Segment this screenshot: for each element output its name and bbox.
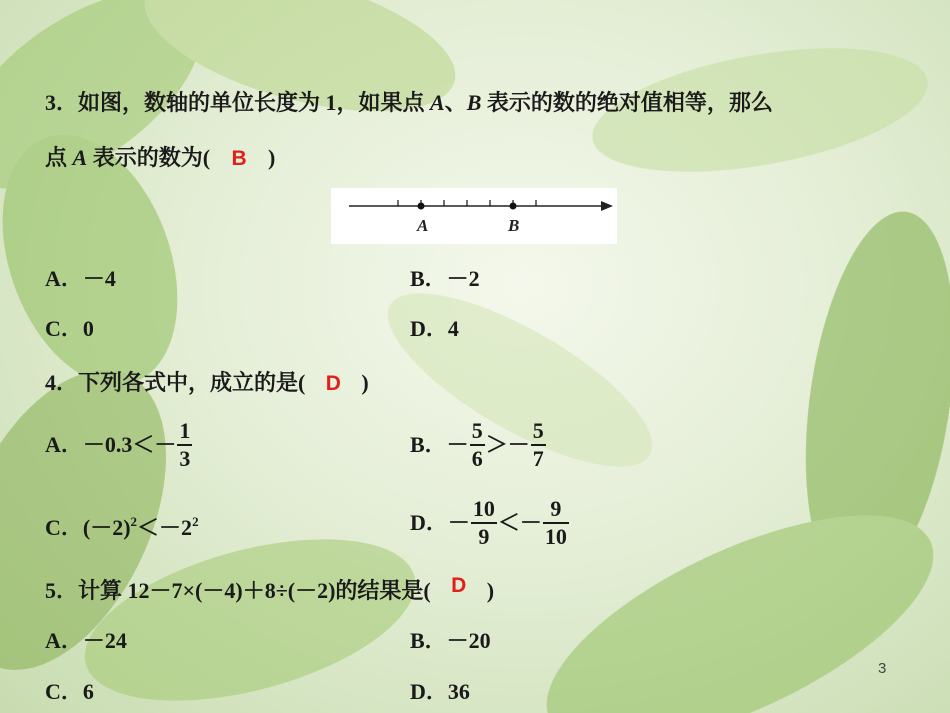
q3-answer: B — [231, 147, 247, 170]
fraction — [471, 498, 497, 548]
fraction — [531, 420, 546, 470]
denominator: 7 — [532, 446, 544, 471]
q3-option-c: C．0 — [45, 316, 94, 341]
denominator: 6 — [471, 446, 483, 471]
comparison-operator: ＜－ — [497, 510, 542, 535]
denominator: 10 — [544, 524, 567, 549]
q4-option-d — [410, 498, 570, 548]
page-number: 3 — [878, 660, 887, 677]
q4-text: 4．下列各式中，成立的是( — [45, 370, 306, 395]
numerator: 1 — [177, 420, 192, 446]
q5-option-c: C．6 — [45, 679, 94, 704]
point-a-label: A — [72, 145, 88, 170]
comparison-operator: ＜－2 — [137, 515, 193, 540]
q5-answer: D — [451, 574, 467, 597]
q4-stem — [45, 372, 369, 394]
q4-option-a-text: A．－0.3＜－ — [45, 432, 177, 457]
point-b-dot — [510, 203, 517, 210]
q4-option-b-text: B．－ — [410, 432, 469, 457]
comparison-operator: ＞－ — [485, 432, 530, 457]
q3-text: 3．如图，数轴的单位长度为 1，如果点 — [45, 90, 431, 115]
fraction — [470, 420, 485, 470]
axis-label-a: A — [417, 216, 429, 235]
denominator: 9 — [478, 524, 490, 549]
q3-close-paren: ) — [268, 145, 276, 170]
q3-option-a: A．－4 — [45, 266, 116, 291]
fraction — [543, 498, 569, 548]
exponent: 2 — [130, 514, 138, 529]
q4-answer: D — [325, 372, 341, 395]
q5-text: 5．计算 12－7×(－4)＋8÷(－2)的结果是( — [45, 578, 431, 603]
q5-close-paren: ) — [486, 578, 495, 603]
q4-option-d-text: D．－ — [410, 510, 470, 535]
exponent: 2 — [192, 514, 199, 529]
arrow-head-icon — [601, 201, 613, 211]
q4-option-a — [45, 420, 193, 470]
q4-option-c — [45, 515, 199, 539]
axis-label-b: B — [508, 216, 520, 235]
numerator: 5 — [470, 420, 485, 446]
numerator: 5 — [531, 420, 546, 446]
q3-option-d: D．4 — [410, 316, 459, 341]
q4-close-paren: ) — [361, 370, 369, 395]
numerator: 10 — [471, 498, 497, 524]
q3-separator: 、 — [444, 90, 467, 115]
q5-option-d: D．36 — [410, 679, 470, 704]
q3-text: 表示的数的绝对值相等，那么 — [481, 90, 773, 115]
q5-option-a: A．－24 — [45, 628, 127, 653]
q3-line2 — [45, 147, 275, 169]
denominator: 3 — [179, 446, 191, 471]
q4-option-b — [410, 420, 547, 470]
q3-option-b: B．－2 — [410, 266, 480, 291]
q3-text: 点 — [45, 145, 73, 170]
q3-text: 表示的数为( — [87, 145, 211, 170]
point-a-dot — [418, 203, 425, 210]
fraction — [177, 420, 192, 470]
q5-option-b: B．－20 — [410, 628, 491, 653]
point-b-label: B — [466, 90, 482, 115]
point-a-label: A — [430, 90, 445, 115]
numerator: 9 — [543, 498, 569, 524]
q3-line1 — [45, 92, 773, 114]
q4-option-c-text: C．(－2) — [45, 515, 131, 540]
number-line-figure — [331, 188, 617, 244]
q5-stem — [45, 574, 495, 603]
